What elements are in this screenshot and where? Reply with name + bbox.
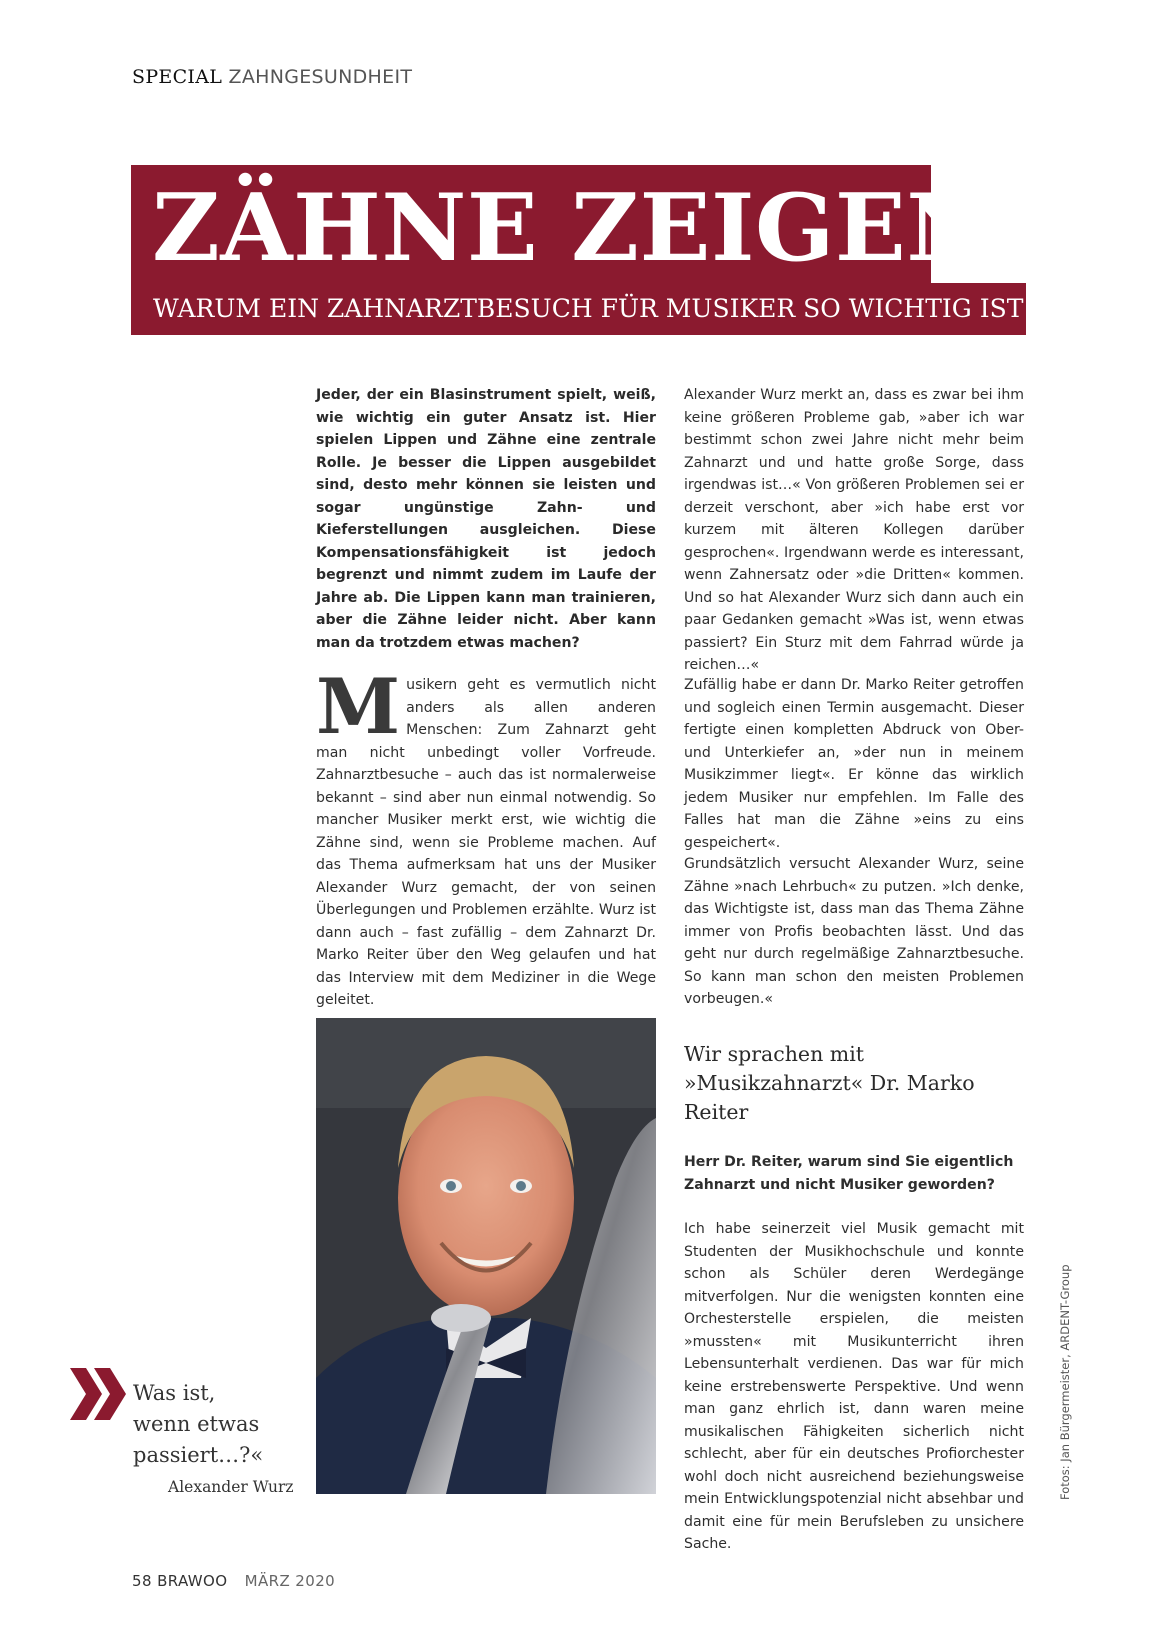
section-topic: ZAHNGESUNDHEIT [228, 66, 413, 88]
right-column-p2 [684, 674, 1024, 854]
interview-heading [684, 1040, 1024, 1127]
page-footer [132, 1572, 335, 1590]
right-column-p1 [684, 384, 1024, 677]
pull-quote-line-2: wenn etwas [133, 1412, 260, 1436]
paragraph-1: Alexander Wurz merkt an, dass es zwar bei ihm keine größeren Probleme gab, »aber ich war bestimmt schon zwei Jahre nicht mehr beim Zahnarzt und und hatte große Sorge, dass irgendwas ist…« Von größeren Problemen sei er derzeit verschont, aber »ich habe erst vor kurzem mit älteren Kollegen darüber gesprochen«. Irgendwann werde es interessant, wenn Zahnersatz oder »die Dritten« kommen. Und so hat Alexander Wurz sich dann auch ein paar Gedanken gemacht »Was ist, wenn etwas passiert? Ein Sturz mit dem Fahrrad würde ja reichen…« [684, 387, 1024, 673]
page-number: 58 [132, 1572, 152, 1590]
right-column-p3 [684, 853, 1024, 1011]
section-tag [132, 66, 412, 88]
photo-credit: Fotos: Jan Bürgermeister, ARDENT-Group [1058, 1264, 1072, 1500]
dropcap-letter: M [316, 662, 401, 751]
issue-date: MÄRZ 2020 [244, 1572, 336, 1590]
pull-quote-line-1: Was ist, [133, 1381, 216, 1405]
portrait-illustration [316, 1018, 656, 1494]
interview-question: Herr Dr. Reiter, warum sind Sie eigentlich Zahnarzt und nicht Musiker geworden? [684, 1154, 1014, 1193]
quote-chevron-icon [70, 1368, 128, 1420]
interview-heading-line-1: Wir sprachen mit [684, 1042, 865, 1066]
page-title: ZÄHNE ZEIGEN! [152, 173, 1034, 282]
interview-heading-line-2: »Musikzahnarzt« Dr. Marko Reiter [684, 1071, 975, 1124]
page-subtitle: WARUM EIN ZAHNARZTBESUCH FÜR MUSIKER SO WICHTIG IST [153, 294, 1024, 323]
magazine-name: BRAWOO [157, 1572, 228, 1590]
interview-answer: Ich habe seinerzeit viel Musik gemacht mit Studenten der Musikhochschule und konnte schon als Schüler deren Werdegänge mitverfolgen. Nur die wenigsten konnten eine Orchesterstelle erspielen, die meisten »mussten« mit Musikunterricht ihren Lebensunterhalt verdienen. Das war für mich keine erstrebenswerte Perspektive. Und wenn man ganz ehrlich ist, dann waren meine musikalischen Fähigkeiten sicherlich nicht schlecht, aber für ein deutsches Profiorchester wohl doch nicht ausreichend beziehungsweise mein Entwicklungspotenzial nicht absehbar und damit eine für mein Berufsleben zu unsichere Sache. [684, 1221, 1024, 1552]
pull-quote-author: Alexander Wurz [168, 1478, 294, 1496]
interview-section [684, 1040, 1024, 1556]
portrait-photo [316, 1018, 656, 1494]
intro-paragraph: usikern geht es vermutlich nicht anders als allen anderen Menschen: Zum Zahnarzt geht man nicht unbedingt voller Vorfreude. Zahnarztbesuche – auch das ist normalerweise bekannt – sind aber nun einmal notwendig. So mancher Musiker merkt erst, wie wichtig die Zähne sind, wenn sie Probleme machen. Auf das Thema aufmerksam hat uns der Musiker Alexander Wurz gemacht, der von seinen Überlegungen und Problemen erzählte. Wurz ist dann auch – fast zufällig – dem Zahnarzt Dr. Marko Reiter über den Weg gelaufen und hat das Interview mit dem Mediziner in die Wege geleitet. [316, 677, 656, 1008]
section-label: SPECIAL [132, 66, 223, 88]
paragraph-3: Grundsätzlich versucht Alexander Wurz, seine Zähne »nach Lehrbuch« zu putzen. »Ich denke, das Wichtigste ist, dass man das Thema Zähne immer von Profis beobachten lässt. Und das geht nur durch regelmäßige Zahnarztbesuche. So kann man schon den meisten Problemen vorbeugen.« [684, 856, 1024, 1007]
intro-column [316, 662, 656, 1012]
paragraph-2: Zufällig habe er dann Dr. Marko Reiter getroffen und sogleich einen Termin ausgemacht. Dieser fertigte einen kompletten Abdruck von Ober- und Unterkiefer an, »der nun in meinem Musikzimmer liegt«. Er könne das wirklich jedem Musiker nur empfehlen. Im Falle des Falles hat man die Zähne »eins zu eins gespeichert«. [684, 677, 1024, 851]
lead-paragraph: Jeder, der ein Blasinstrument spielt, weiß, wie wichtig ein guter Ansatz ist. Hier spielen Lippen und Zähne eine zentrale Rolle. Je besser die Lippen ausgebildet sind, desto mehr können sie leisten und sogar ungünstige Zahn- und Kieferstellungen ausgleichen. Diese Kompensationsfähigkeit ist jedoch begrenzt und nimmt zudem im Laufe der Jahre ab. Die Lippen kann man trainieren, aber die Zähne leider nicht. Aber kann man da trotzdem etwas machen? [316, 387, 656, 651]
pull-quote [133, 1378, 303, 1471]
lead-column [316, 384, 656, 654]
pull-quote-line-3: passiert…?« [133, 1443, 264, 1467]
